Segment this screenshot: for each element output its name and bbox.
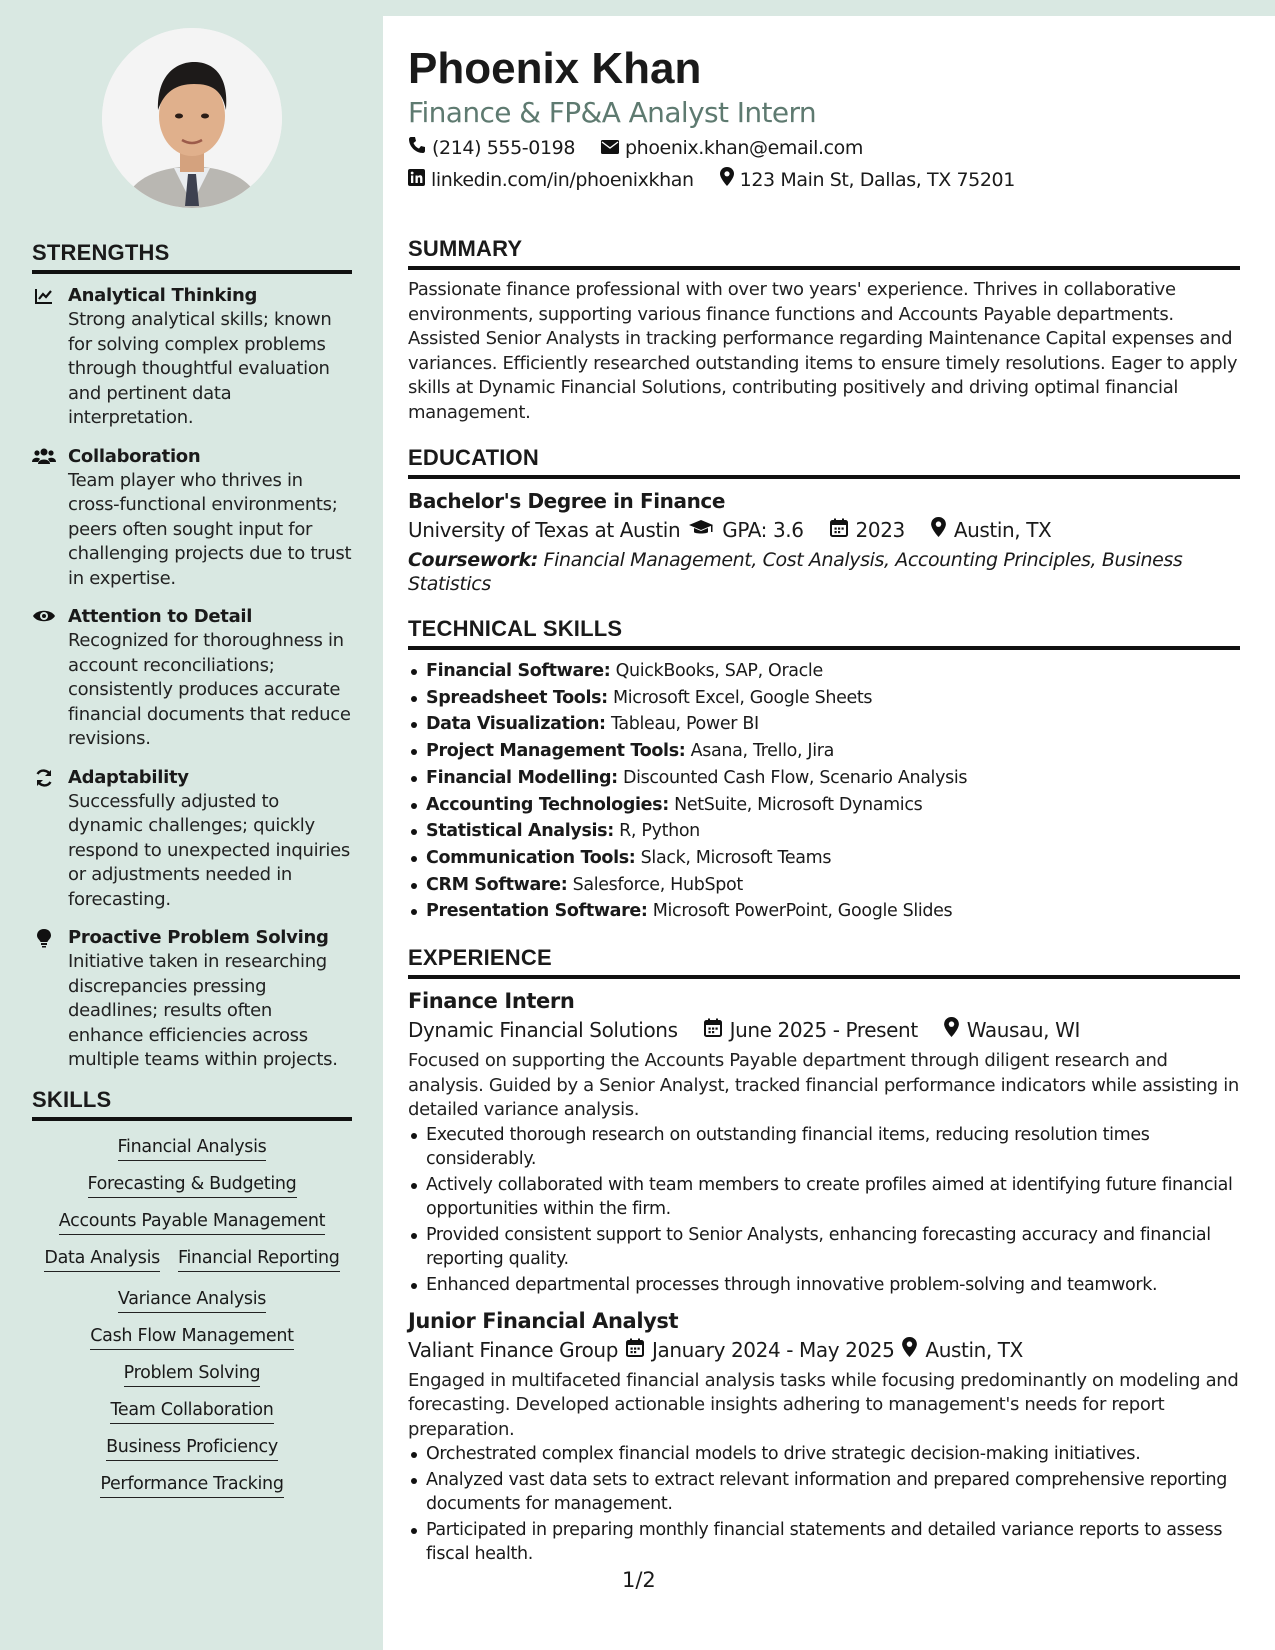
list-item — [408, 872, 1240, 899]
skill-tag: Forecasting & Budgeting — [88, 1174, 297, 1198]
skill-tag: Data Analysis — [44, 1248, 160, 1272]
coursework-label: Coursework: — [408, 549, 538, 571]
skills-list — [32, 1131, 352, 1494]
strength-item — [32, 284, 352, 431]
coursework — [408, 548, 1240, 596]
job-meta — [408, 1015, 1240, 1045]
linkedin-icon — [408, 164, 425, 196]
job-entry — [408, 1307, 1240, 1567]
list-item — [408, 792, 1240, 819]
skill-tag: Team Collaboration — [110, 1400, 273, 1424]
skill-value: Microsoft PowerPoint, Google Slides — [652, 901, 953, 922]
skills-heading: SKILLS — [32, 1087, 352, 1121]
map-pin-icon — [902, 1335, 917, 1365]
strength-desc: Successfully adjusted to dynamic challenges; quickly respond to unexpected inquiries or adjustments needed in forecasting. — [68, 790, 350, 910]
skill-value: NetSuite, Microsoft Dynamics — [674, 794, 923, 815]
strengths-heading: STRENGTHS — [32, 240, 352, 274]
calendar-icon — [704, 1015, 722, 1045]
strength-item — [32, 766, 352, 913]
phone-icon — [408, 132, 426, 164]
skill-label: Communication Tools: — [426, 847, 636, 868]
strength-title: Proactive Problem Solving — [68, 927, 329, 948]
job-title: Junior Financial Analyst — [408, 1308, 679, 1333]
skill-tag: Problem Solving — [124, 1363, 261, 1387]
skill-tag: Business Proficiency — [106, 1437, 278, 1461]
contact-row — [408, 164, 1240, 196]
address-text: 123 Main St, Dallas, TX 75201 — [739, 169, 1015, 191]
technical-skills-section — [408, 616, 1240, 925]
skill-value: Tableau, Power BI — [610, 714, 759, 735]
skill-label: Statistical Analysis: — [426, 821, 614, 842]
skill-tag: Performance Tracking — [100, 1474, 283, 1498]
skill-value: R, Python — [619, 821, 700, 842]
education-heading: EDUCATION — [408, 445, 1240, 479]
candidate-name: Phoenix Khan — [408, 44, 702, 93]
skill-value: Microsoft Excel, Google Sheets — [613, 687, 873, 708]
skill-tag: Cash Flow Management — [90, 1326, 294, 1350]
eye-icon — [32, 605, 56, 752]
skill-tag: Financial Reporting — [178, 1248, 340, 1272]
graduation-cap-icon — [688, 515, 714, 545]
skill-label: Project Management Tools: — [426, 741, 686, 762]
experience-heading: EXPERIENCE — [408, 945, 1240, 979]
list-item: Enhanced departmental processes through innovative problem-solving and teamwork. — [408, 1273, 1240, 1297]
job-bullets — [408, 1123, 1240, 1297]
school-location: Austin, TX — [953, 518, 1052, 542]
strength-title: Adaptability — [68, 766, 189, 788]
strength-title: Attention to Detail — [68, 606, 253, 627]
skill-value: QuickBooks, SAP, Oracle — [615, 661, 823, 681]
skill-label: Financial Software: — [426, 661, 611, 681]
graduation-year: 2023 — [855, 518, 905, 542]
job-dates: January 2024 - May 2025 — [652, 1337, 895, 1362]
skill-tag: Accounts Payable Management — [59, 1211, 325, 1235]
chart-line-icon — [32, 284, 56, 431]
strength-item — [32, 605, 352, 752]
skill-value: Asana, Trello, Jira — [690, 741, 834, 762]
contact-row — [408, 132, 1240, 164]
list-item: Orchestrated complex financial models to drive strategic decision-making initiatives. — [408, 1442, 1240, 1466]
list-item — [408, 658, 1240, 685]
phone-text: (214) 555-0198 — [432, 137, 576, 159]
map-pin-icon — [944, 1015, 959, 1045]
summary-section — [408, 236, 1240, 425]
email-icon — [601, 132, 619, 164]
job-dates: June 2025 - Present — [729, 1018, 918, 1043]
list-item — [408, 845, 1240, 872]
coursework-list: Financial Management, Cost Analysis, Accounting Principles, Business Statistics — [408, 549, 1183, 595]
school-name: University of Texas at Austin — [408, 518, 681, 542]
job-title: Finance Intern — [408, 989, 575, 1014]
skill-label: Presentation Software: — [426, 901, 648, 922]
sidebar-content — [32, 240, 352, 1494]
skill-label: Accounting Technologies: — [426, 794, 669, 815]
skill-value: Salesforce, HubSpot — [572, 874, 743, 895]
list-item — [408, 765, 1240, 792]
strength-desc: Recognized for thoroughness in account reconciliations; consistently produces accurate financial documents that reduce revisions. — [68, 630, 351, 749]
profile-photo — [102, 28, 282, 208]
skill-label: CRM Software: — [426, 874, 568, 895]
calendar-icon — [830, 515, 848, 545]
skill-label: Data Visualization: — [426, 714, 606, 735]
strength-desc: Strong analytical skills; known for solving complex problems through thoughtful evaluation and pertinent data interpretation. — [68, 309, 332, 428]
linkedin-text: linkedin.com/in/phoenixkhan — [431, 169, 694, 191]
job-location: Austin, TX — [925, 1337, 1023, 1362]
strength-desc: Team player who thrives in cross-functional environments; peers often sought input for challenging projects due to trust in expertise. — [68, 469, 352, 589]
list-item: Executed thorough research on outstanding financial items, reducing resolution times considerably. — [408, 1123, 1240, 1171]
list-item — [408, 898, 1240, 925]
map-pin-icon — [720, 164, 734, 196]
sync-icon — [32, 766, 56, 913]
education-section — [408, 445, 1240, 596]
company-name: Valiant Finance Group — [408, 1337, 618, 1362]
summary-text: Passionate finance professional with over two years' experience. Thrives in collaborative environments, supporting various finance functions and Accounts Payable departments. Assisted Senior Analysts in tracking performance regarding Maintenance Capital expenses and variances. Efficiently researched outstanding items to ensure timely resolutions. Eager to apply skills at Dynamic Financial Solutions, contributing positively and driving optimal financial management. — [408, 279, 1238, 423]
list-item — [408, 685, 1240, 712]
job-location: Wausau, WI — [966, 1018, 1080, 1043]
lightbulb-icon — [32, 926, 56, 1073]
job-meta — [408, 1335, 1240, 1365]
gpa: GPA: 3.6 — [722, 518, 804, 542]
strengths-list — [32, 284, 352, 1073]
candidate-title: Finance & FP&A Analyst Intern — [408, 96, 817, 129]
experience-section — [408, 945, 1240, 1566]
summary-heading: SUMMARY — [408, 236, 1240, 270]
list-item: Analyzed vast data sets to extract relevant information and prepared comprehensive reporting documents for management. — [408, 1468, 1240, 1516]
calendar-icon — [626, 1335, 644, 1365]
job-entry — [408, 987, 1240, 1297]
education-meta — [408, 515, 1240, 545]
main-column — [408, 16, 1240, 1568]
strength-title: Collaboration — [68, 445, 201, 467]
skill-tag: Financial Analysis — [118, 1137, 267, 1161]
top-accent-strip — [383, 0, 1275, 16]
strength-desc: Initiative taken in researching discrepancies pressing deadlines; results often enhance efficiencies across multiple teams within projects. — [68, 951, 338, 1070]
job-summary: Focused on supporting the Accounts Payable department through diligent research and analysis. Guided by a Senior Analyst, tracked financial performance indicators while assisting in detailed variance analysis. — [408, 1050, 1239, 1121]
map-pin-icon — [931, 515, 946, 545]
strength-item — [32, 445, 352, 592]
skill-tag: Variance Analysis — [118, 1289, 266, 1313]
list-item: Participated in preparing monthly financial statements and detailed variance reports to assess fiscal health. — [408, 1518, 1240, 1566]
list-item — [408, 818, 1240, 845]
users-icon — [32, 445, 56, 592]
strength-title: Analytical Thinking — [68, 285, 258, 306]
technical-skills-list — [408, 658, 1240, 925]
skill-label: Spreadsheet Tools: — [426, 687, 608, 708]
technical-skills-heading: TECHNICAL SKILLS — [408, 616, 1240, 650]
email-text: phoenix.khan@email.com — [625, 137, 863, 159]
list-item — [408, 711, 1240, 738]
job-summary: Engaged in multifaceted financial analysis tasks while focusing predominantly on modeling and forecasting. Developed actionable insights adhering to management's needs for report preparation. — [408, 1369, 1239, 1440]
degree: Bachelor's Degree in Finance — [408, 489, 726, 513]
company-name: Dynamic Financial Solutions — [408, 1018, 678, 1043]
skill-value: Discounted Cash Flow, Scenario Analysis — [622, 767, 968, 788]
skill-value: Slack, Microsoft Teams — [640, 847, 832, 868]
list-item: Provided consistent support to Senior Analysts, enhancing forecasting accuracy and financial reporting quality. — [408, 1223, 1240, 1271]
job-bullets — [408, 1442, 1240, 1566]
skill-label: Financial Modelling: — [426, 767, 618, 788]
list-item: Actively collaborated with team members to create profiles aimed at identifying future financial opportunities within the firm. — [408, 1173, 1240, 1221]
list-item — [408, 738, 1240, 765]
strength-item — [32, 926, 352, 1073]
page-number: 1/2 — [622, 1568, 656, 1592]
